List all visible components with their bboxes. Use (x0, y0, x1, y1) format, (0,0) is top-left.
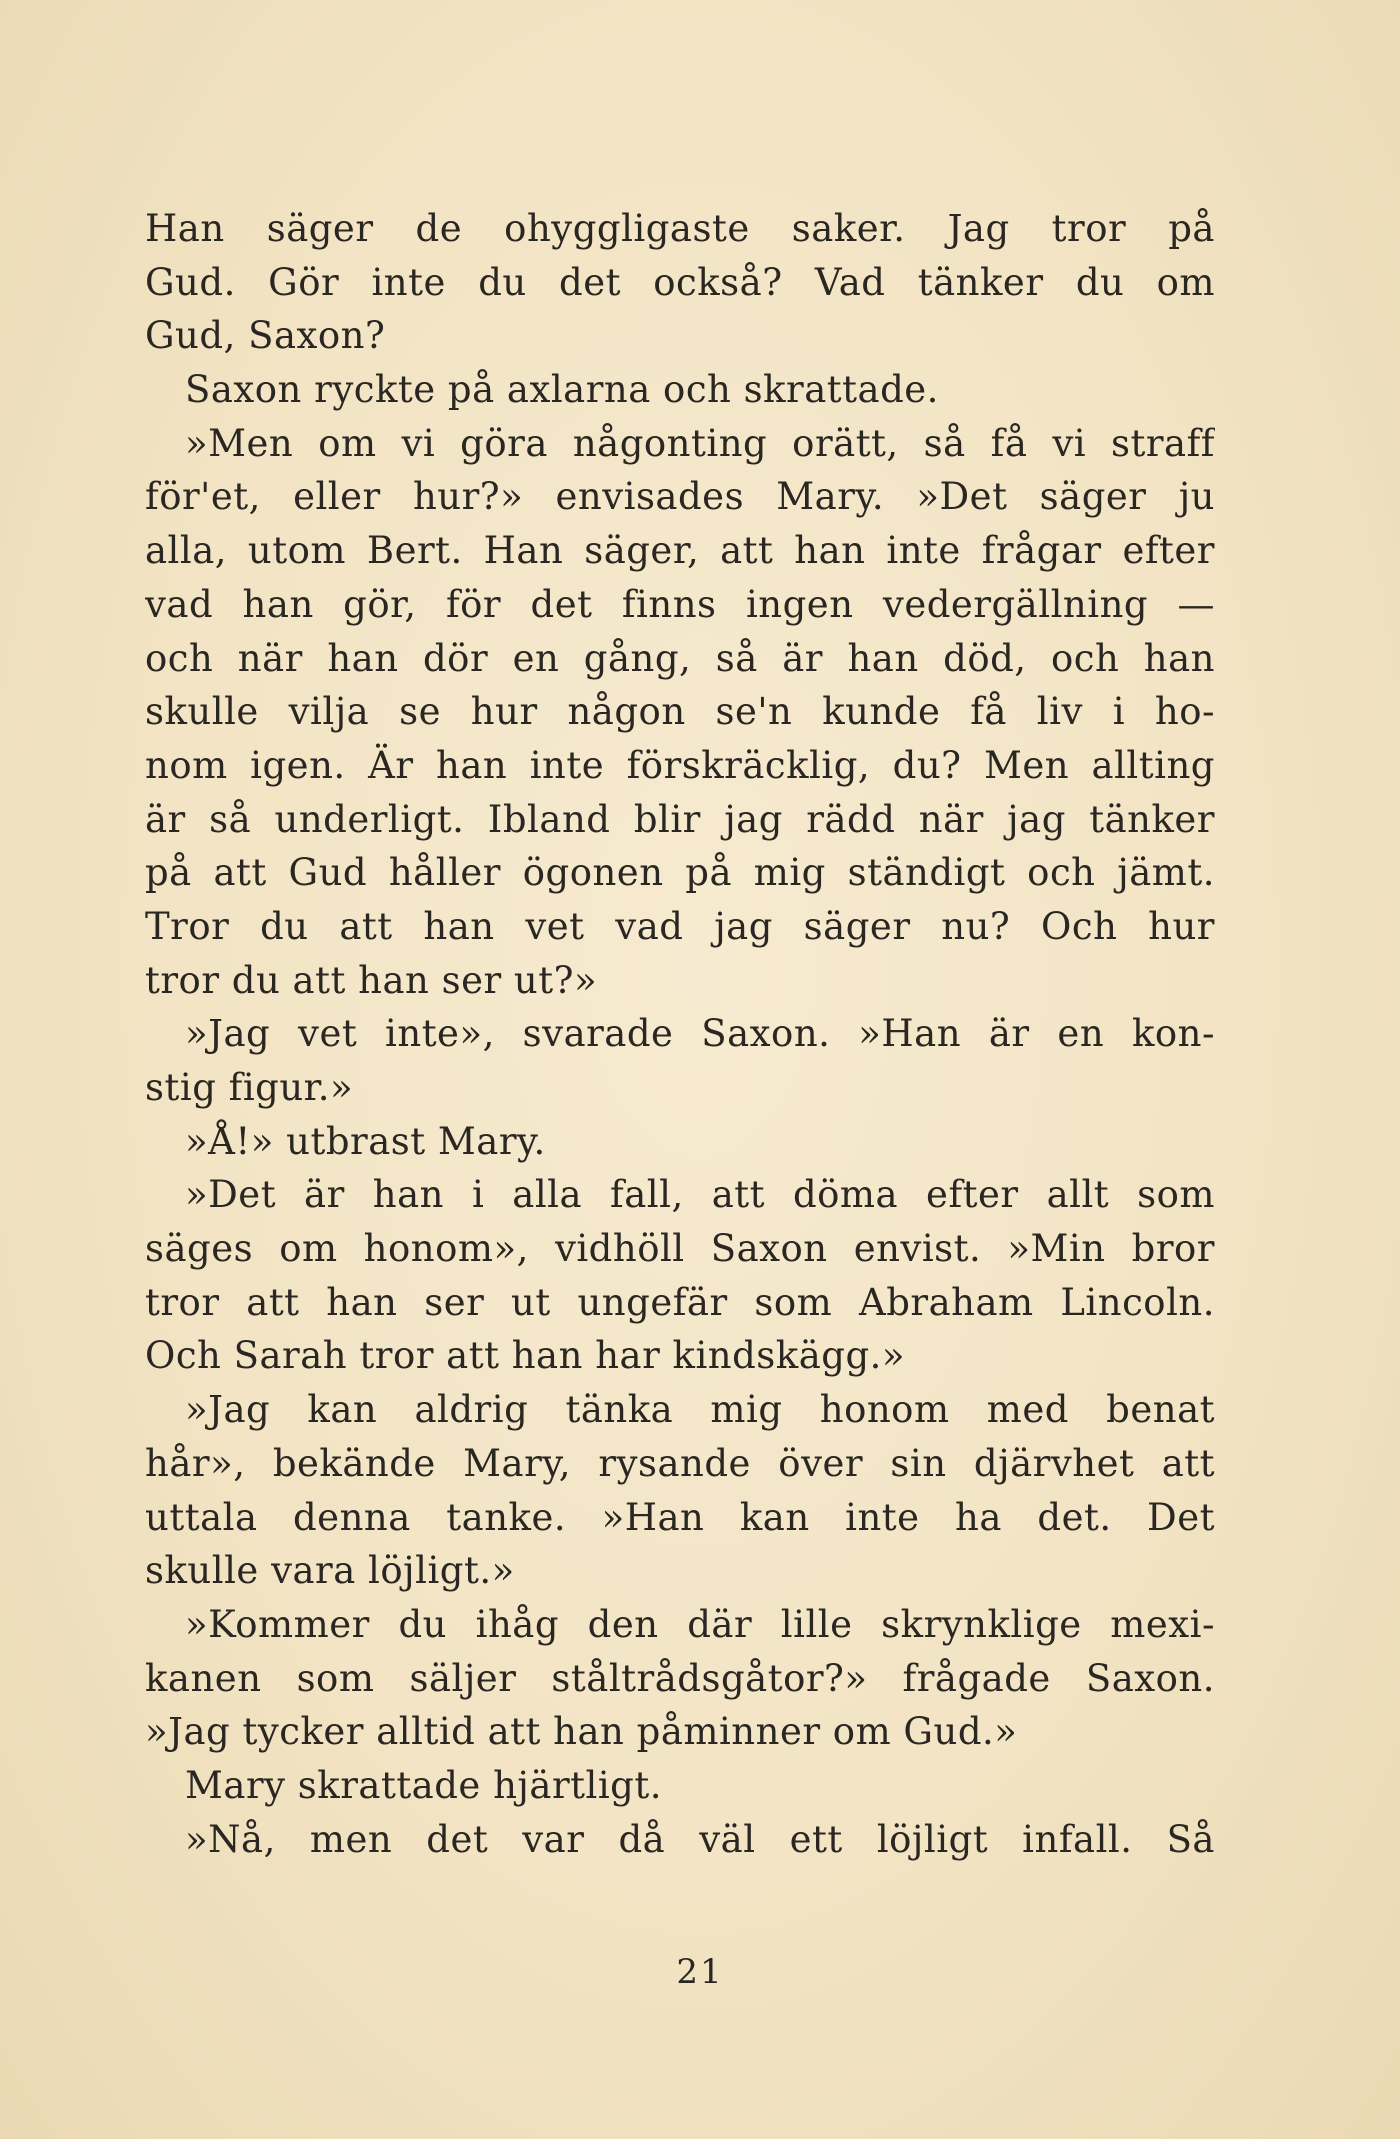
text-line: uttala denna tanke. »Han kan inte ha det. Det (145, 1495, 1215, 1539)
text-line: »Å!» utbrast Mary. (185, 1119, 546, 1163)
text-line: skulle vilja se hur någon se'n kunde få liv i ho- (145, 690, 1215, 734)
text-line: Och Sarah tror att han har kindskägg.» (145, 1334, 906, 1378)
text-line: Mary skrattade hjärtligt. (185, 1763, 662, 1807)
text-line: »Jag vet inte», svarade Saxon. »Han är en kon- (185, 1012, 1215, 1056)
text-line: »Nå, men det var då väl ett löjligt infall. Så (185, 1817, 1215, 1861)
text-line: kanen som säljer ståltrådsgåtor?» frågade Saxon. (145, 1656, 1215, 1700)
text-line: vad han gör, för det finns ingen vedergällning — (145, 582, 1215, 626)
text-line: på att Gud håller ögonen på mig ständigt och jämt. (145, 851, 1215, 895)
text-line: »Men om vi göra någonting orätt, så få vi straff (185, 421, 1215, 465)
text-line: nom igen. Är han inte förskräcklig, du? Men allting (145, 743, 1215, 787)
text-line: och när han dör en gång, så är han död, och han (145, 636, 1215, 680)
body-text (145, 202, 1215, 1866)
text-line: hår», bekände Mary, rysande över sin djärvhet att (145, 1441, 1215, 1485)
text-line: är så underligt. Ibland blir jag rädd när jag tänker (145, 797, 1215, 841)
text-line: skulle vara löjligt.» (145, 1549, 515, 1593)
text-line: alla, utom Bert. Han säger, att han inte frågar efter (145, 529, 1215, 573)
text-line: tror att han ser ut ungefär som Abraham Lincoln. (145, 1280, 1215, 1324)
text-line: säges om honom», vidhöll Saxon envist. »Min bror (145, 1227, 1215, 1271)
text-line: Tror du att han vet vad jag säger nu? Och hur (145, 904, 1215, 948)
text-line: »Det är han i alla fall, att döma efter allt som (185, 1173, 1215, 1217)
text-line: Han säger de ohyggligaste saker. Jag tror på (145, 207, 1215, 250)
text-line: »Jag tycker alltid att han påminner om Gud.» (145, 1710, 1018, 1754)
text-line: »Kommer du ihåg den där lille skrynklige mexi- (185, 1602, 1215, 1646)
text-line: tror du att han ser ut?» (145, 958, 598, 1002)
text-line: Gud. Gör inte du det också? Vad tänker du om (145, 260, 1215, 304)
text-line: Saxon ryckte på axlarna och skrattade. (185, 368, 939, 412)
text-line: »Jag kan aldrig tänka mig honom med benat (185, 1388, 1215, 1432)
text-line: för'et, eller hur?» envisades Mary. »Det säger ju (145, 475, 1215, 519)
text-line: stig figur.» (145, 1066, 354, 1109)
text-line: Gud, Saxon? (145, 314, 386, 358)
page-number: 21 (676, 1952, 724, 1992)
